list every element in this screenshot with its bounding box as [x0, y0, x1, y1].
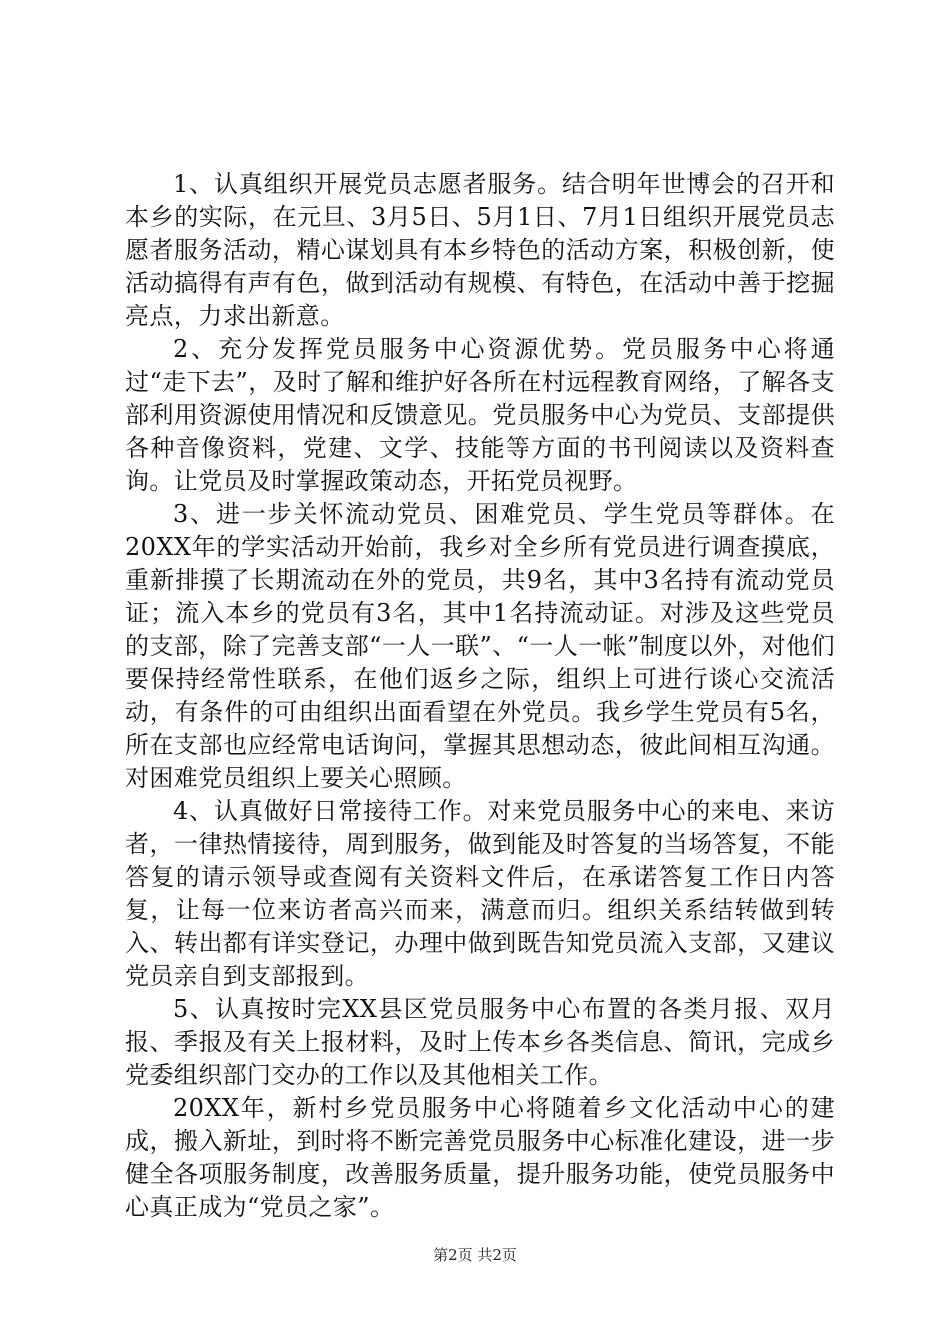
page-footer: 第2页 共2页 [433, 1246, 517, 1264]
paragraph-2: 2、充分发挥党员服务中心资源优势。党员服务中心将通过“走下去”，及时了解和维护好各所在村远程教育网络，了解各支部利用资源使用情况和反馈意见。党员服务中心为党员、支部提供各种音像资料，党建、文学、技能等方面的书刊阅读以及资料查询。让党员及时掌握政策动态，开拓党员视野。 [125, 335, 835, 495]
document-body [125, 168, 835, 1224]
paragraph-1: 1、认真组织开展党员志愿者服务。结合明年世博会的召开和本乡的实际，在元旦、3月5日、5月1日、7月1日组织开展党员志愿者服务活动，精心谋划具有本乡特色的活动方案，积极创新，使活动搞得有声有色，做到活动有规模、有特色，在活动中善于挖掘亮点，力求出新意。 [125, 170, 835, 330]
paragraph-5: 5、认真按时完XX县区党员服务中心布置的各类月报、双月报、季报及有关上报材料，及时上传本乡各类信息、简讯，完成乡党委组织部门交办的工作以及其他相关工作。 [125, 995, 835, 1089]
paragraph-4: 4、认真做好日常接待工作。对来党员服务中心的来电、来访者，一律热情接待，周到服务，做到能及时答复的当场答复，不能答复的请示领导或查阅有关资料文件后，在承诺答复工作日内答复，让每一位来访者高兴而来，满意而归。组织关系结转做到转入、转出都有详实登记，办理中做到既告知党员流入支部，又建议党员亲自到支部报到。 [125, 797, 835, 990]
paragraph-6: 20XX年，新村乡党员服务中心将随着乡文化活动中心的建成，搬入新址，到时将不断完善党员服务中心标准化建设，进一步健全各项服务制度，改善服务质量，提升服务功能，使党员服务中心真正成为“党员之家”。 [125, 1094, 835, 1221]
paragraph-3: 3、进一步关怀流动党员、困难党员、学生党员等群体。在20XX年的学实活动开始前，我乡对全乡所有党员进行调查摸底，重新排摸了长期流动在外的党员，共9名，其中3名持有流动党员证；流入本乡的党员有3名，其中1名持流动证。对涉及这些党员的支部，除了完善支部“一人一联”、“一人一帐”制度以外，对他们要保持经常性联系，在他们返乡之际，组织上可进行谈心交流活动，有条件的可由组织出面看望在外党员。我乡学生党员有5名，所在支部也应经常电话询问，掌握其思想动态，彼此间相互沟通。对困难党员组织上要关心照顾。 [125, 500, 835, 792]
